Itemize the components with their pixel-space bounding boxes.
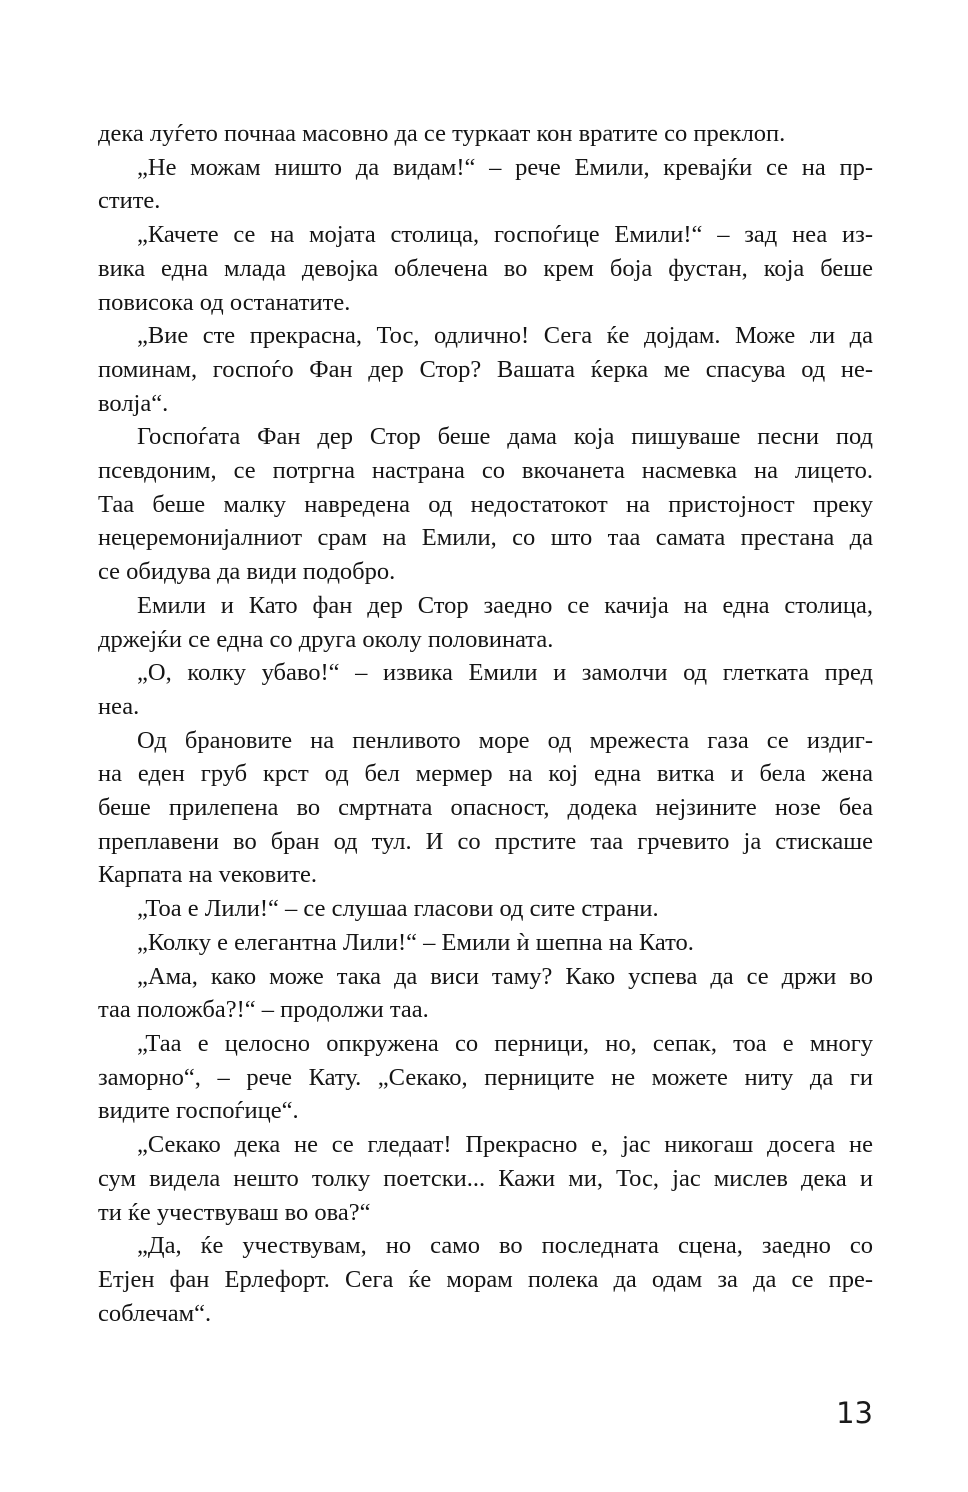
text-line: Етјен фан Ерлефорт. Сега ќе морам полека да одам за да се пре-: [98, 1265, 873, 1293]
text-line: „Вие сте прекрасна, Тос, одлично! Сега ќе дојдам. Може ли да: [137, 322, 873, 350]
text-line: видите госпоѓице“.: [98, 1097, 299, 1125]
paragraph: [98, 960, 873, 1027]
text-line: „Не можам ништо да видам!“ – рече Емили, кревајќи се на пр-: [137, 153, 873, 181]
paragraph: [98, 420, 873, 589]
text-line: неа.: [98, 692, 140, 720]
text-line: сум видела нешто толку поетски... Кажи ми, Тос, јас мислев дека и: [98, 1164, 873, 1192]
text-line: „Тоа е Лили!“ – се слушаа гласови од сите страни.: [137, 895, 659, 923]
paragraph: [98, 1027, 873, 1128]
paragraph: [98, 892, 873, 926]
text-line: држејќи се една со друга околу половината.: [98, 625, 554, 653]
text-line: Госпоѓата Фан дер Стор беше дама која пишуваше песни под: [137, 423, 873, 451]
text-line: на еден груб крст од бел мермер на кој една витка и бела жена: [98, 760, 873, 788]
text-line: се обидува да види подобро.: [98, 558, 396, 586]
paragraph: [98, 724, 873, 893]
text-line: Таа беше малку навредена од недостатокот на пристојност преку: [98, 490, 873, 518]
text-line: „О, колку убаво!“ – извика Емили и замолчи од глетката пред: [137, 659, 873, 687]
paragraph: [98, 926, 873, 960]
paragraph: [98, 1128, 873, 1229]
text-line: Карпата на vековите.: [98, 861, 318, 889]
text-line: Емили и Като фан дер Стор заедно се качија на една столица,: [137, 591, 873, 619]
text-line: вика една млада девојка облечена во крем боја фустан, која беше: [98, 254, 873, 282]
text-line: беше прилепена во смртната опасност, додека нејзините нозе беа: [98, 794, 873, 822]
text-line: Од брановите на пенливото море од мрежеста газа се издиг-: [137, 726, 873, 754]
page-number: 13: [836, 1396, 873, 1430]
paragraph: [98, 589, 873, 656]
paragraph: [98, 117, 873, 151]
text-line: заморно“, – рече Кату. „Секако, перниците не можете ниту да ги: [98, 1063, 873, 1091]
text-line: соблечам“.: [98, 1299, 212, 1327]
text-line: „Секако дека не се гледаат! Прекрасно е, јас никогаш досега не: [137, 1131, 873, 1159]
text-line: дека луѓето почнаа масовно да се туркаат кон вратите со преклоп.: [98, 120, 786, 147]
text-line: волја“.: [98, 389, 169, 417]
text-line: „Качете се на мојата столица, госпоѓице Емили!“ – зад неа из-: [137, 221, 873, 249]
paragraph: [98, 656, 873, 723]
paragraph: [98, 319, 873, 420]
text-line: „Колку е елегантна Лили!“ – Емили ѝ шепна на Като.: [137, 928, 694, 956]
text-line: „Да, ќе учествувам, но само во последната сцена, заедно со: [137, 1232, 873, 1260]
paragraph: [98, 1229, 873, 1330]
text-line: псевдоним, се потргна настрана со вкочанета насмевка на лицето.: [98, 457, 873, 485]
text-line: „Таа е целосно опкружена со перници, но, сепак, тоа е многу: [137, 1029, 873, 1057]
text-line: „Ама, како може така да виси таму? Како успева да се држи во: [137, 962, 873, 990]
paragraph: [98, 218, 873, 319]
text-line: преплавени во бран од тул. И со прстите таа грчевито ја стискаше: [98, 827, 873, 855]
text-line: стите.: [98, 187, 161, 215]
text-line: поминам, госпоѓо Фан дер Стор? Вашата ќерка ме спасува од не-: [98, 355, 873, 383]
paragraph: [98, 151, 873, 218]
text-block: [98, 117, 873, 1330]
text-line: ти ќе учествуваш во ова?“: [98, 1198, 371, 1226]
text-line: нецеремонијалниот срам на Емили, со што таа самата престана да: [98, 524, 873, 552]
text-line: таа положба?!“ – продолжи таа.: [98, 996, 429, 1024]
text-line: повисока од останатите.: [98, 288, 351, 316]
